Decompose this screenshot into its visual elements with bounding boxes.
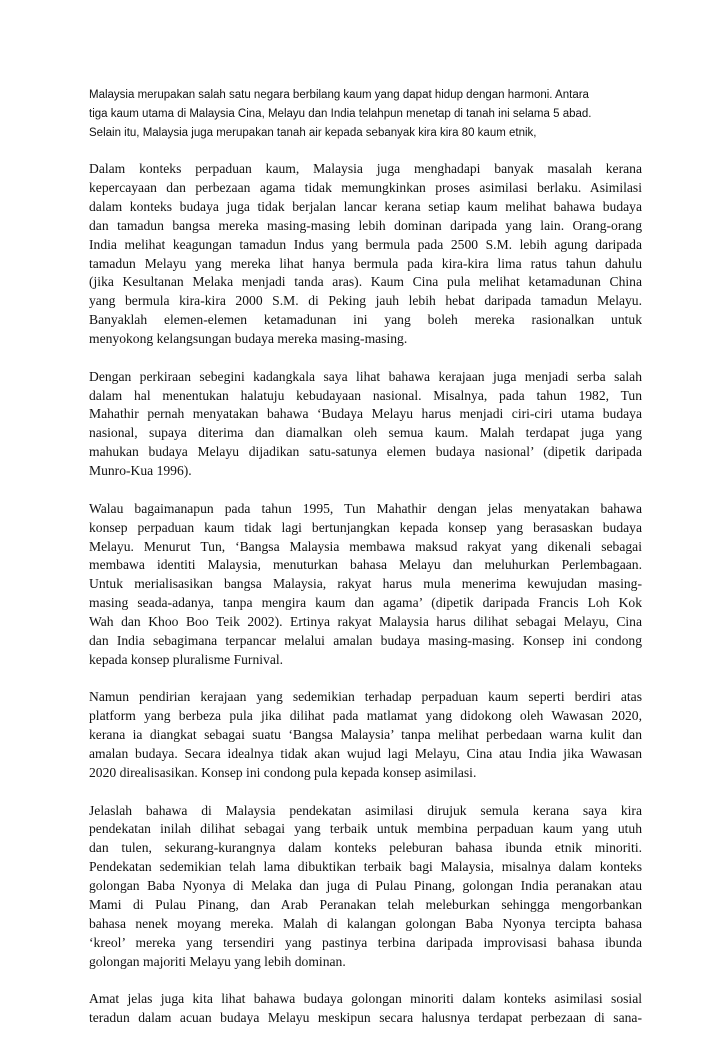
intro-line: Malaysia merupakan salah satu negara berbilang kaum yang dapat hidup dengan harmoni. Antara [89, 89, 589, 101]
paragraph-line: platform yang berbeza pula jika dilihat pada matlamat yang didokong oleh Wawasan 2020, [89, 708, 642, 724]
paragraph-line: konsep perpaduan kaum tidak lagi bertunjangkan kepada konsep yang berasaskan budaya [89, 519, 642, 535]
paragraph-line: mahukan budaya Melayu dijadikan satu-satunya elemen budaya nasional’ (dipetik daripada [89, 444, 642, 460]
paragraph-line: Dalam konteks perpaduan kaum, Malaysia juga menghadapi banyak masalah kerana [89, 161, 642, 176]
body-paragraph [89, 160, 642, 349]
paragraph-line: ‘kreol’ mereka yang tersendiri yang pastinya terbina daripada improvisasi bahasa ibunda [89, 934, 642, 950]
paragraph-line: amalan budaya. Secara idealnya tidak akan wujud lagi Melayu, Cina atau India jika Wawasan [89, 746, 642, 762]
paragraph-line: golongan majoriti Melayu yang lebih dominan. [89, 953, 346, 969]
paragraph-line: Mahathir pernah menyatakan bahawa ‘Budaya Melayu harus menjadi ciri-ciri utama budaya [89, 406, 642, 422]
paragraph-line: Wah dan Khoo Boo Teik 2002). Ertinya rakyat Malaysia harus dilihat sebagai Melayu, Cina [89, 614, 642, 630]
paragraph-line: dan tamadun bangsa mereka masing-masing lebih dominan daripada yang lain. Orang-orang [89, 217, 642, 233]
paragraph-line: Banyaklah elemen-elemen ketamadunan ini yang boleh mereka rasionalkan untuk [89, 312, 642, 328]
paragraph-line: 2020 direalisasikan. Konsep ini condong pula kepada konsep asimilasi. [89, 765, 477, 781]
body-paragraph [89, 368, 642, 481]
paragraph-line: kepada konsep pluralisme Furnival. [89, 651, 284, 667]
paragraph-line: pendekatan inilah dilihat sebagai yang terbaik untuk membina perpaduan kaum yang utuh [89, 821, 642, 837]
paragraph-line: yang bermula kira-kira 2000 S.M. di Peking jauh lebih hebat daripada tamadun Melayu. [89, 293, 642, 309]
intro-paragraph [89, 86, 649, 143]
paragraph-line: (jika Kesultanan Melaka menjadi tanda aras). Kaum Cina pula melihat ketamadunan China [89, 274, 642, 290]
body-paragraph [89, 500, 642, 670]
paragraph-line: dalam hal menentukan halatuju kebudayaan nasional. Misalnya, pada tahun 1982, Tun [89, 387, 642, 403]
paragraph-line: Munro-Kua 1996). [89, 463, 192, 479]
paragraph-line: dan tulen, sekurang-kurangnya dalam konteks peleburan bahasa ibunda etnik minoriti. [89, 840, 642, 856]
paragraph-line: nasional, supaya diterima dan diamalkan oleh semua kaum. Malah terdapat juga yang [89, 425, 642, 441]
paragraph-line: kerana ia diangkat sebagai suatu ‘Bangsa Malaysia’ tanpa melihat perbedaan warna kulit dan [89, 727, 642, 743]
paragraph-line: Untuk merialisasikan bangsa Malaysia, rakyat harus mula menerima kewujudan masing- [89, 576, 642, 592]
paragraph-line: Melayu. Menurut Tun, ‘Bangsa Malaysia membawa maksud rakyat yang dikenali sebagai [89, 538, 642, 554]
intro-line: Selain itu, Malaysia juga merupakan tanah air kepada sebanyak kira kira 80 kaum etnik, [89, 127, 537, 139]
paragraph-line: Dengan perkiraan sebegini kadangkala saya lihat bahawa kerajaan juga menjadi serba salah [89, 368, 642, 384]
body-paragraph [89, 802, 642, 972]
paragraph-line: Namun pendirian kerajaan yang sedemikian terhadap perpaduan kaum seperti berdiri atas [89, 689, 642, 705]
paragraph-line: Amat jelas juga kita lihat bahawa budaya golongan minoriti dalam konteks asimilasi sosial [89, 991, 642, 1007]
paragraph-line: teradun dalam acuan budaya Melayu meskipun secara halusnya terdapat perbezaan di sana- [89, 1010, 642, 1026]
paragraph-line: kepercayaan dan perbezaan agama tidak memungkinkan proses asimilasi berlaku. Asimilasi [89, 179, 642, 195]
paragraph-line: Jelaslah bahawa di Malaysia pendekatan asimilasi dirujuk semula kerana saya kira [89, 802, 642, 818]
paragraph-line: Mami di Pulau Pinang, dan Arab Peranakan telah meleburkan sehingga mengorbankan [89, 897, 642, 913]
paragraph-line: bahasa nenek moyang mereka. Malah di kalangan golongan Baba Nyonya tercipta bahasa [89, 916, 642, 931]
body-paragraph [89, 990, 642, 1028]
paragraph-line: tamadun Melayu yang mereka lihat hanya bermula pada kira-kira lima ratus tahun dahulu [89, 255, 642, 271]
paragraph-line: dan India sebagimana terpancar melalui amalan budaya masing-masing. Konsep ini condong [89, 633, 642, 649]
paragraph-line: masing seada-adanya, tanpa mengira kaum dan agama’ (dipetik daripada Francis Loh Kok [89, 595, 642, 611]
body-paragraph [89, 688, 642, 783]
paragraph-line: dalam konteks budaya juga tidak berjalan lancar kerana setiap kaum melihat bahawa budaya [89, 198, 642, 214]
paragraph-line: golongan Baba Nyonya di Melaka dan juga di Pulau Pinang, golongan India peranakan atau [89, 878, 642, 894]
document-body [89, 160, 642, 1047]
paragraph-line: Pendekatan sedemikian telah lama dibuktikan terbaik bagi Malaysia, misalnya dalam konteks [89, 859, 642, 875]
paragraph-line: menyokong kelangsungan budaya mereka masing-masing. [89, 331, 408, 347]
paragraph-line: India melihat keagungan tamadun Indus yang bermula pada 2500 S.M. lebih agung daripada [89, 236, 642, 252]
intro-line: tiga kaum utama di Malaysia Cina, Melayu dan India telahpun menetap di tanah ini selama 5 abad. [89, 108, 592, 120]
paragraph-line: Walau bagaimanapun pada tahun 1995, Tun Mahathir dengan jelas menyatakan bahawa [89, 500, 642, 516]
paragraph-line: membawa identiti Malaysia, menuturkan bahasa Melayu dan meluhurkan Perlembagaan. [89, 557, 642, 573]
